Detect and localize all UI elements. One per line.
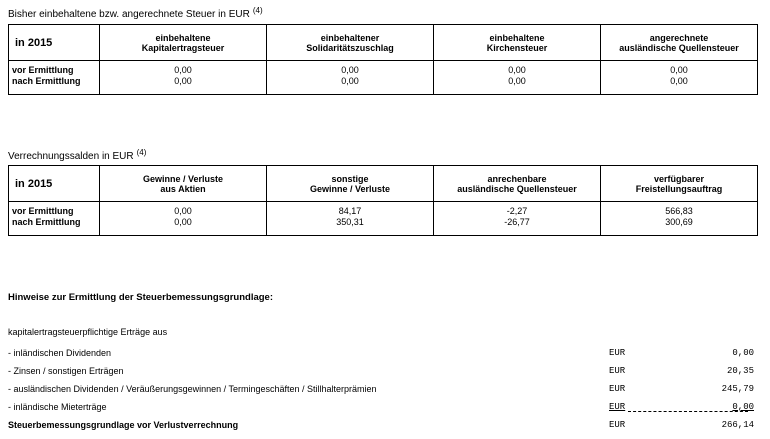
section1-header-4: angerechnete ausländische Quellensteuer [601,25,758,61]
hint-amount: 0,00 [732,348,754,358]
hint-label: - inländische Mieterträge [8,402,107,412]
section2-footnote: (4) [136,148,147,157]
section2-header-4: verfügbarer Freistellungsauftrag [601,166,758,202]
hint-currency: EUR [609,384,626,394]
hint-currency: EUR [609,348,626,358]
sum-divider [628,411,748,412]
hint-row-domestic-dividends [8,348,758,360]
section1-header-1: einbehaltene Kapitalertragsteuer [100,25,267,61]
section2-header-3: anrechenbare ausländische Quellensteuer [434,166,601,202]
section1-values-1: 0,00 0,00 [100,61,267,95]
section2-year: in 2015 [9,166,100,202]
section1-title [8,6,263,20]
hint-label: - inländischen Dividenden [8,348,112,358]
hint-amount: 245,79 [721,384,754,394]
section2-values-1: 0,00 0,00 [100,202,267,236]
section1-header-2: einbehaltener Solidaritätszuschlag [267,25,434,61]
section2-values-3: -2,27 -26,77 [434,202,601,236]
section1-footnote: (4) [252,6,263,15]
section2-title-text: Verrechnungssalden in EUR [8,151,134,162]
section1-values-2: 0,00 0,00 [267,61,434,95]
hint-label: - ausländischen Dividenden / Veräußerungsgewinnen / Termingeschäften / Stillhalterprämien [8,384,377,394]
section2-values-2: 84,17 350,31 [267,202,434,236]
section2-table [8,165,758,236]
hint-row-interest [8,366,758,378]
hint-row-rental [8,402,758,414]
hints-intro: kapitalertragsteuerpflichtige Erträge aus [8,327,168,337]
section2-values-4: 566,83 300,69 [601,202,758,236]
section1-table [8,24,758,95]
hint-label: - Zinsen / sonstigen Erträgen [8,366,124,376]
hint-currency: EUR [609,366,626,376]
section2-row-labels: vor Ermittlung nach Ermittlung [9,202,100,236]
section1-values-3: 0,00 0,00 [434,61,601,95]
section2-header-2: sonstige Gewinne / Verluste [267,166,434,202]
hint-total-amount: 266,14 [721,420,754,430]
hint-amount: 0,00 [732,402,754,412]
hint-total-row [8,420,758,432]
hint-amount: 20,35 [726,366,754,376]
section1-header-3: einbehaltene Kirchensteuer [434,25,601,61]
hint-total-currency: EUR [609,420,626,430]
hint-row-foreign-dividends [8,384,758,396]
section1-values-4: 0,00 0,00 [601,61,758,95]
section1-row-labels: vor Ermittlung nach Ermittlung [9,61,100,95]
hints-heading: Hinweise zur Ermittlung der Steuerbemessungsgrundlage: [8,292,273,303]
section1-year: in 2015 [9,25,100,61]
section1-title-text: Bisher einbehaltene bzw. angerechnete Steuer in EUR [8,9,250,20]
section2-title [8,148,146,162]
hint-currency: EUR [609,402,626,412]
section2-header-1: Gewinne / Verluste aus Aktien [100,166,267,202]
hint-total-label: Steuerbemessungsgrundlage vor Verlustverrechnung [8,420,239,430]
